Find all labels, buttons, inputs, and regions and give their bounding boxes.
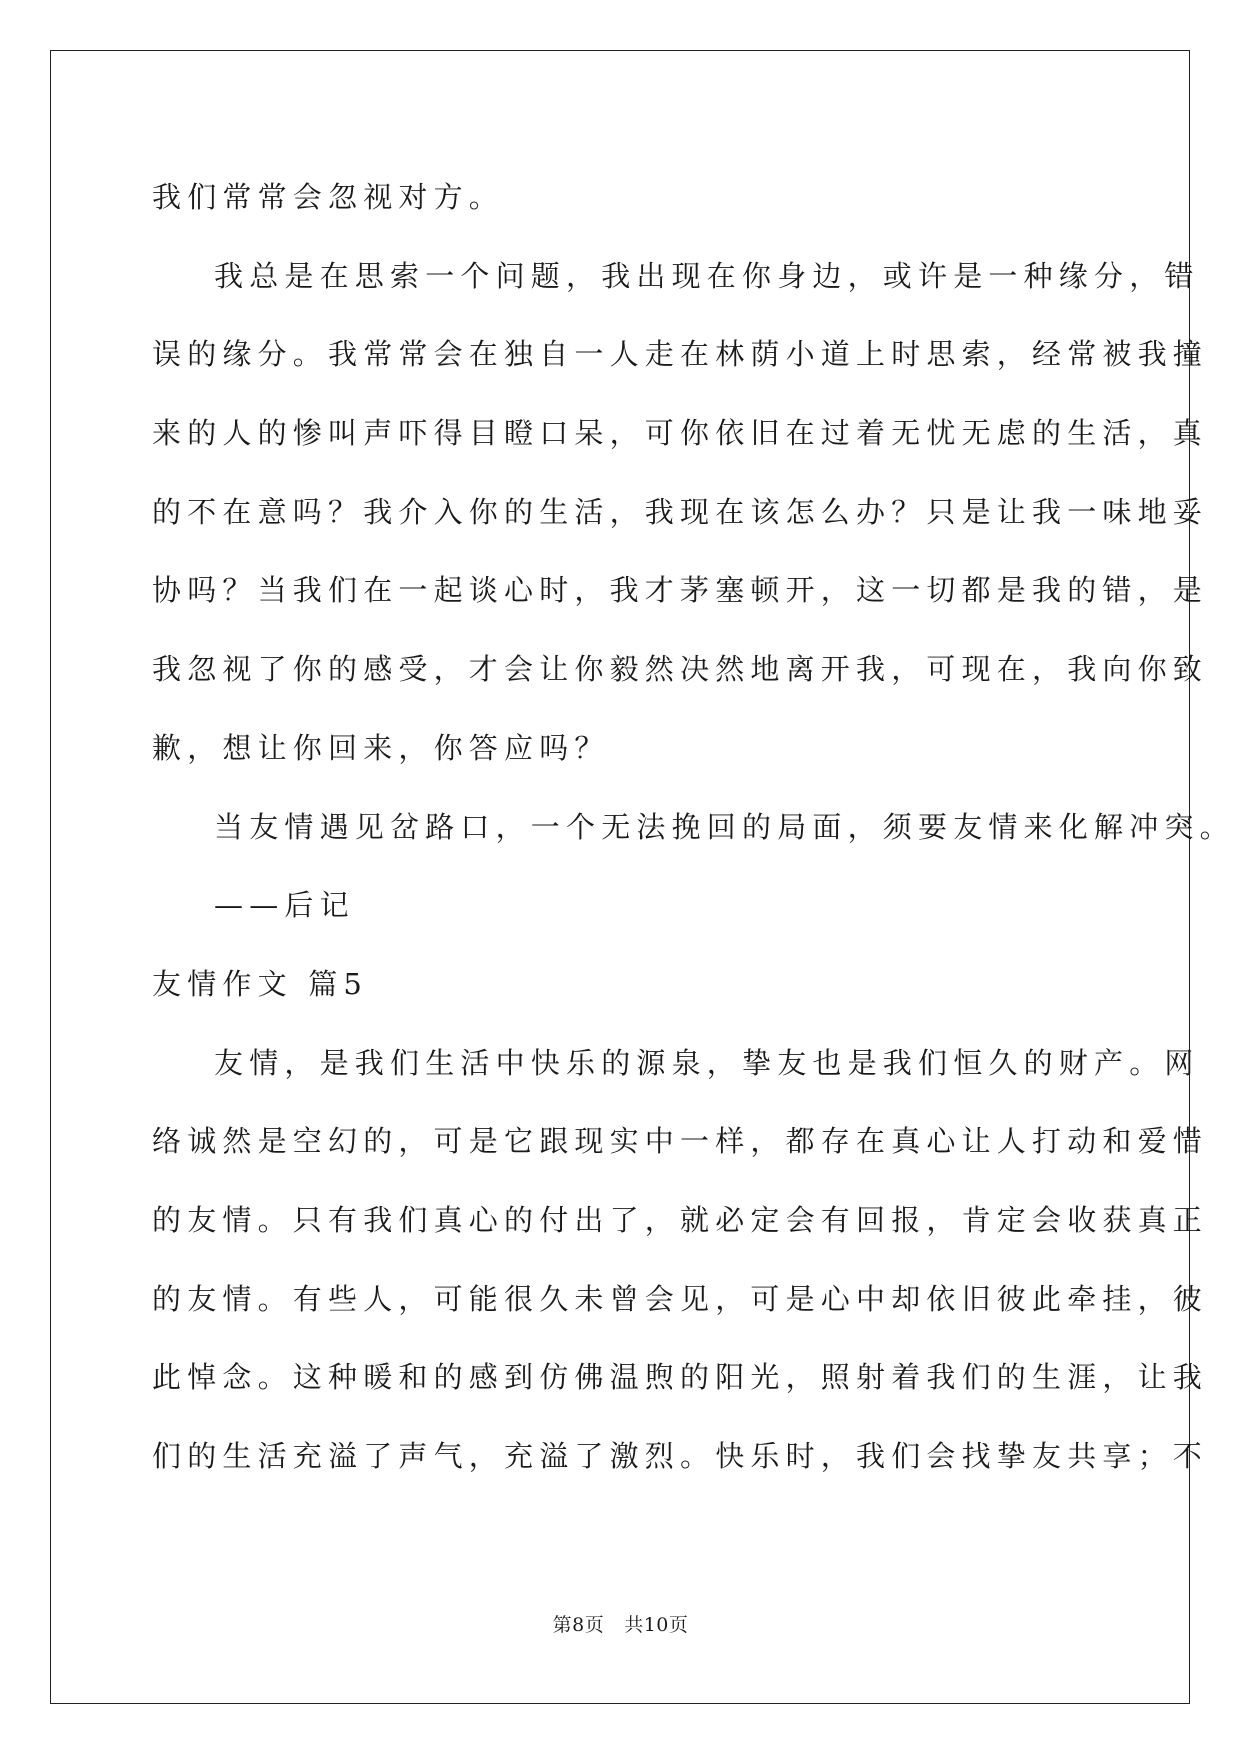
paragraph-line: 此悼念。这种暖和的感到仿佛温煦的阳光，照射着我们的生涯，让我 <box>152 1360 1209 1395</box>
paragraph-line: 友情，是我们生活中快乐的源泉，挚友也是我们恒久的财产。网 <box>214 1045 1200 1080</box>
paragraph-line: 的友情。只有我们真心的付出了，就必定会有回报，肯定会收获真正 <box>152 1202 1209 1237</box>
paragraph-line: 的友情。有些人，可能很久未曾会见，可是心中却依旧彼此牵挂，彼 <box>152 1281 1209 1316</box>
postscript-line: ——后记 <box>214 888 355 923</box>
paragraph-line: 我总是在思索一个问题，我出现在你身边，或许是一种缘分，错 <box>214 258 1200 293</box>
page-number-current: 第8页 <box>552 1614 605 1636</box>
section-heading: 友情作文 篇5 <box>152 966 369 1001</box>
paragraph-line: 歉，想让你回来，你答应吗？ <box>152 730 610 765</box>
page-number-total: 共10页 <box>624 1614 689 1636</box>
paragraph-line: 我们常常会忽视对方。 <box>152 180 505 214</box>
paragraph-line: 当友情遇见岔路口，一个无法挽回的局面，须要友情来化解冲突。 <box>214 809 1235 844</box>
paragraph-line: 我忽视了你的感受，才会让你毅然决然地离开我，可现在，我向你致 <box>152 652 1209 687</box>
paragraph-line: 来的人的惨叫声吓得目瞪口呆，可你依旧在过着无忧无虑的生活，真 <box>152 416 1209 451</box>
paragraph-line: 络诚然是空幻的，可是它跟现实中一样，都存在真心让人打动和爱惜 <box>152 1124 1209 1159</box>
document-body <box>152 158 1235 1496</box>
page-footer <box>0 1610 1241 1637</box>
paragraph-line: 误的缘分。我常常会在独自一人走在林荫小道上时思索，经常被我撞 <box>152 337 1209 372</box>
paragraph-line: 们的生活充溢了声气，充溢了激烈。快乐时，我们会找挚友共享；不 <box>152 1439 1209 1473</box>
paragraph-line: 的不在意吗？我介入你的生活，我现在该怎么办？只是让我一味地妥 <box>152 494 1209 529</box>
paragraph-line: 协吗？当我们在一起谈心时，我才茅塞顿开，这一切都是我的错，是 <box>152 573 1209 608</box>
